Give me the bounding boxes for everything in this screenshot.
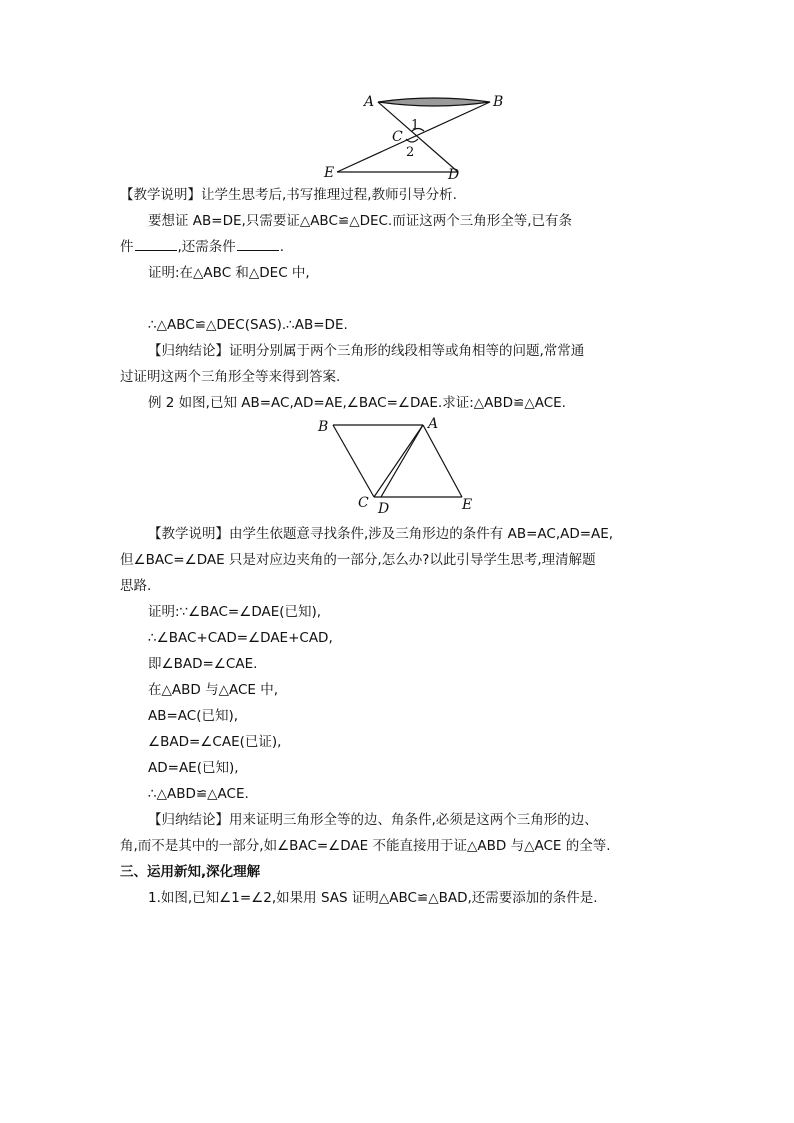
proof-conclusion-1: ∴△ABC≌△DEC(SAS).∴AB=DE. <box>148 317 348 333</box>
label-c: C <box>392 129 403 145</box>
teaching-note-1: 【教学说明】让学生思考后,书写推理过程,教师引导分析. <box>120 187 457 203</box>
teaching-note-2-line-3: 思路. <box>120 578 152 594</box>
segment-ae <box>423 425 462 497</box>
analysis-text-c: . <box>279 239 285 255</box>
figure-2 <box>0 0 794 530</box>
teaching-note-2-line-1: 【教学说明】由学生依题意寻找条件,涉及三角形边的条件有 AB=AC,AD=AE, <box>148 526 614 542</box>
exercise-1: 1.如图,已知∠1=∠2,如果用 SAS 证明△ABC≌△BAD,还需要添加的条件是. <box>148 890 598 906</box>
analysis-text-a: 件 <box>120 239 134 255</box>
label-d: D <box>378 501 390 517</box>
segment-bc <box>333 425 374 497</box>
label-a: A <box>364 94 375 110</box>
segment-da <box>381 425 423 497</box>
section-heading: 三、运用新知,深化理解 <box>120 864 261 880</box>
summary-2-line-1: 【归纳结论】用来证明三角形全等的边、角条件,必须是这两个三角形的边、 <box>148 812 598 828</box>
label-d: D <box>448 167 460 183</box>
proof-2-line-6: ∠BAD=∠CAE(已证), <box>148 734 282 750</box>
proof-2-line-2: ∴∠BAC+CAD=∠DAE+CAD, <box>148 630 333 646</box>
label-angle-2: 2 <box>406 145 415 160</box>
summary-2-line-2: 角,而不是其中的一部分,如∠BAC=∠DAE 不能直接用于证△ABD 与△ACE 的全等. <box>120 838 611 854</box>
label-e: E <box>462 497 473 513</box>
proof-2-line-8: ∴△ABD≌△ACE. <box>148 786 249 802</box>
label-c: C <box>358 495 369 511</box>
label-angle-1: 1 <box>411 118 420 133</box>
proof-2-line-4: 在△ABD 与△ACE 中, <box>148 682 278 698</box>
summary-1-line-2: 过证明这两个三角形全等来得到答案. <box>120 369 341 385</box>
segment-ca <box>374 425 423 497</box>
label-e: E <box>324 165 335 181</box>
summary-1-line-1: 【归纳结论】证明分别属于两个三角形的线段相等或角相等的问题,常常通 <box>148 343 585 359</box>
label-a: A <box>428 416 439 432</box>
analysis-text-b: ,还需条件 <box>177 239 236 255</box>
label-b: B <box>493 94 504 110</box>
proof-2-line-3: 即∠BAD=∠CAE. <box>148 656 258 672</box>
example-2-statement: 例 2 如图,已知 AB=AC,AD=AE,∠BAC=∠DAE.求证:△ABD≌△ACE. <box>148 395 566 411</box>
proof-2-line-1: 证明:∵∠BAC=∠DAE(已知), <box>148 604 322 620</box>
proof-2-line-7: AD=AE(已知), <box>148 760 239 776</box>
analysis-line-1: 要想证 AB=DE,只需要证△ABC≌△DEC.而证这两个三角形全等,已有条 <box>148 213 573 229</box>
label-b: B <box>318 419 329 435</box>
teaching-note-2-line-2: 但∠BAC=∠DAE 只是对应边夹角的一部分,怎么办?以此引导学生思考,理清解题 <box>120 552 596 568</box>
proof-2-line-5: AB=AC(已知), <box>148 708 239 724</box>
proof-intro-1: 证明:在△ABC 和△DEC 中, <box>148 265 310 281</box>
